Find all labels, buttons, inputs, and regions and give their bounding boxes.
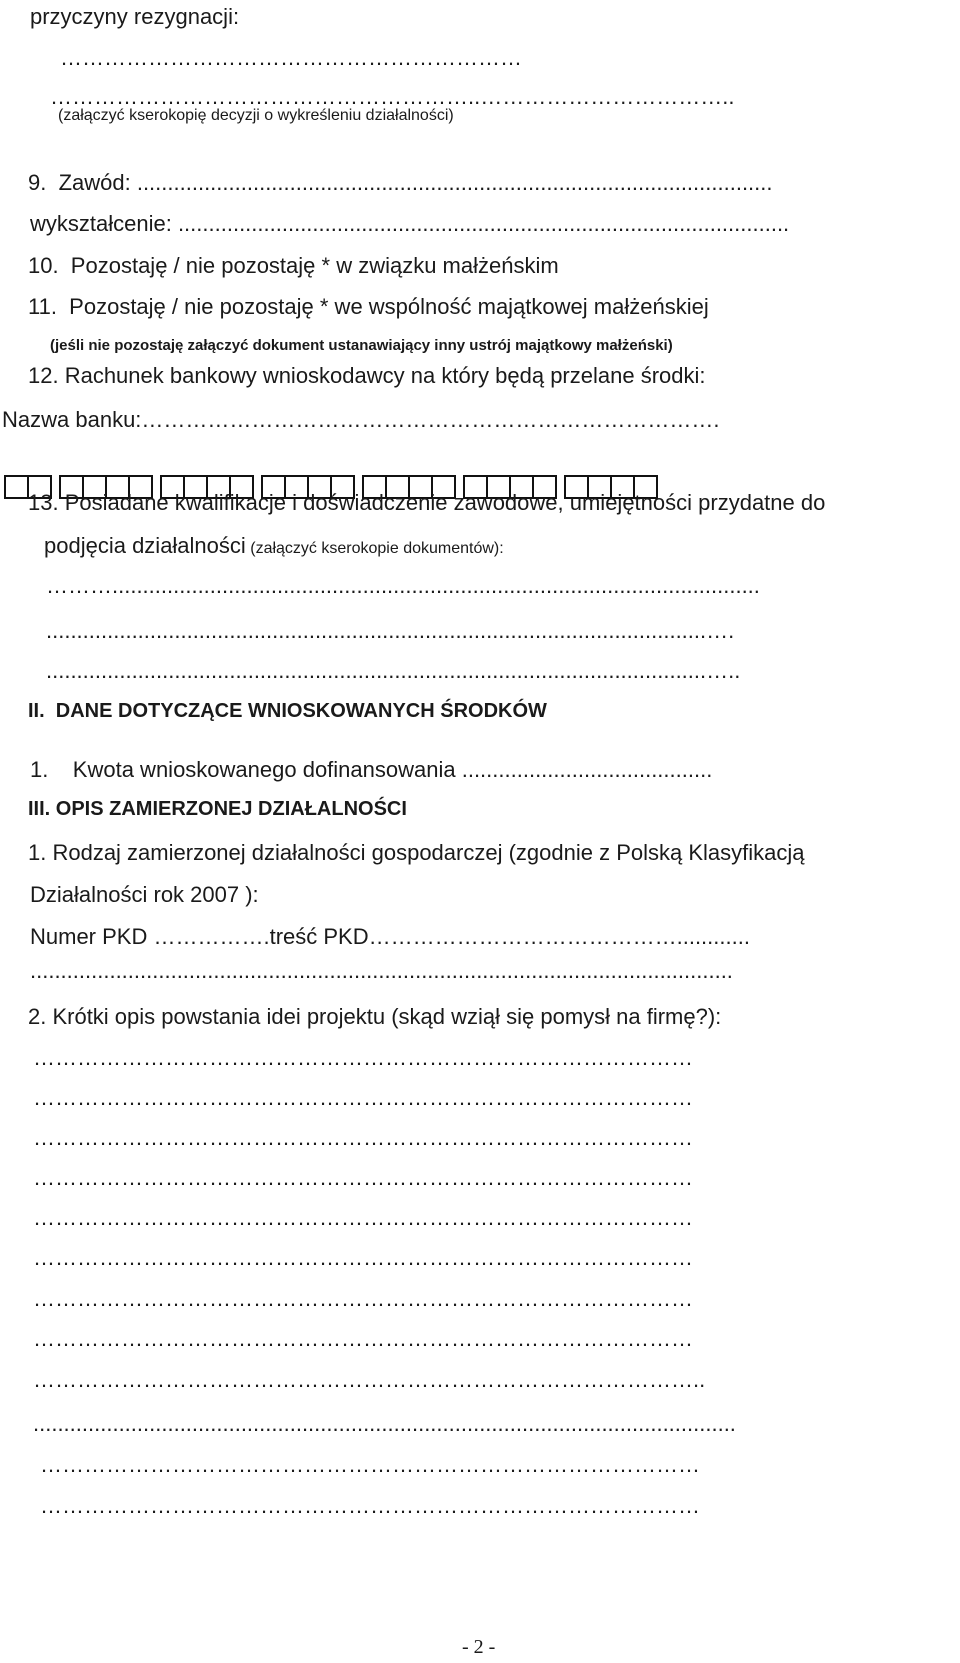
qualifications-item: 13. Posiadane kwalifikacje i doświadczenie zawodowe, umiejętności przydatne do [28,490,826,515]
bank-name-field[interactable]: Nazwa banku:……………………………………………………………………. [2,407,720,432]
requested-amount-field[interactable]: 1. Kwota wnioskowanego dofinansowania ......................................... [30,757,713,782]
attach-deregistration-note: (załączyć kserokopię decyzji o wykreśleniu działalności) [58,107,454,124]
project-idea-line[interactable]: ……………………………………………………………………………….. [33,1367,706,1392]
section-ii-heading: II. DANE DOTYCZĄCE WNIOSKOWANYCH ŚRODKÓW [28,700,547,722]
resignation-reasons-line-1[interactable]: ……………………………………………………… [60,45,522,70]
qualifications-line-1[interactable]: ……….......................................................................................................... [46,573,760,598]
resignation-reasons-line-2[interactable]: …………………………………………………..…………………………….. [50,84,735,109]
pkd-fields[interactable]: Numer PKD …………….treść PKD……………………………………............ [30,924,750,949]
qualifications-line-3[interactable]: ............................................................................................................….. [46,658,741,683]
education-field[interactable]: wykształcenie: .................................................................................................... [30,211,790,236]
project-idea-line[interactable]: ……………………………………………………………………………… [33,1286,693,1311]
project-idea-line[interactable]: ……………………………………………………………………………… [33,1245,693,1270]
project-idea-line[interactable]: ……………………………………………………………………………… [33,1205,693,1230]
project-idea-line[interactable]: ……………………………………………………………………………… [33,1045,693,1070]
project-idea-line[interactable]: ……………………………………………………………………………… [33,1125,693,1150]
project-idea-line[interactable]: ……………………………………………………………………………… [40,1493,700,1518]
section-iii-heading: III. OPIS ZAMIERZONEJ DZIAŁALNOŚCI [28,798,407,820]
business-type-item-continued: Działalności rok 2007 ): [30,882,259,907]
marital-property-item: 11. Pozostaję / nie pozostaję * we wspólność majątkowej małżeńskiej [28,294,709,319]
qualifications-item-continued [44,535,504,557]
resignation-reasons-label: przyczyny rezygnacji: [30,4,240,29]
project-idea-item: 2. Krótki opis powstania idei projektu (skąd wziął się pomysł na firmę?): [28,1004,722,1029]
attach-documents-note: (załączyć kserokopie dokumentów): [245,540,504,557]
bank-account-heading: 12. Rachunek bankowy wnioskodawcy na który będą przelane środki: [28,363,706,388]
page-number: - 2 - [462,1636,496,1658]
marital-status-item: 10. Pozostaję / nie pozostaję * w związku małżeńskim [28,253,559,278]
pkd-line-2[interactable]: ................................................................................................................... [30,958,733,983]
profession-field[interactable]: 9. Zawód: ........................................................................................................ [28,170,773,195]
business-type-item: 1. Rodzaj zamierzonej działalności gospodarczej (zgodnie z Polską Klasyfikacją [28,840,805,865]
project-idea-line[interactable]: ……………………………………………………………………………… [33,1326,693,1351]
qualifications-item-text: podjęcia działalności [44,533,246,558]
project-idea-line[interactable]: ……………………………………………………………………………… [33,1165,693,1190]
project-idea-line[interactable]: ……………………………………………………………………………… [33,1085,693,1110]
qualifications-line-2[interactable]: ............................................................................................................…. [46,618,735,643]
account-digit-box[interactable] [4,475,29,499]
project-idea-line[interactable]: ................................................................................................................... [33,1411,736,1436]
project-idea-line[interactable]: ……………………………………………………………………………… [40,1452,700,1477]
marital-property-note: (jeśli nie pozostaję załączyć dokument ustanawiający inny ustrój majątkowy małżeński) [50,337,673,354]
